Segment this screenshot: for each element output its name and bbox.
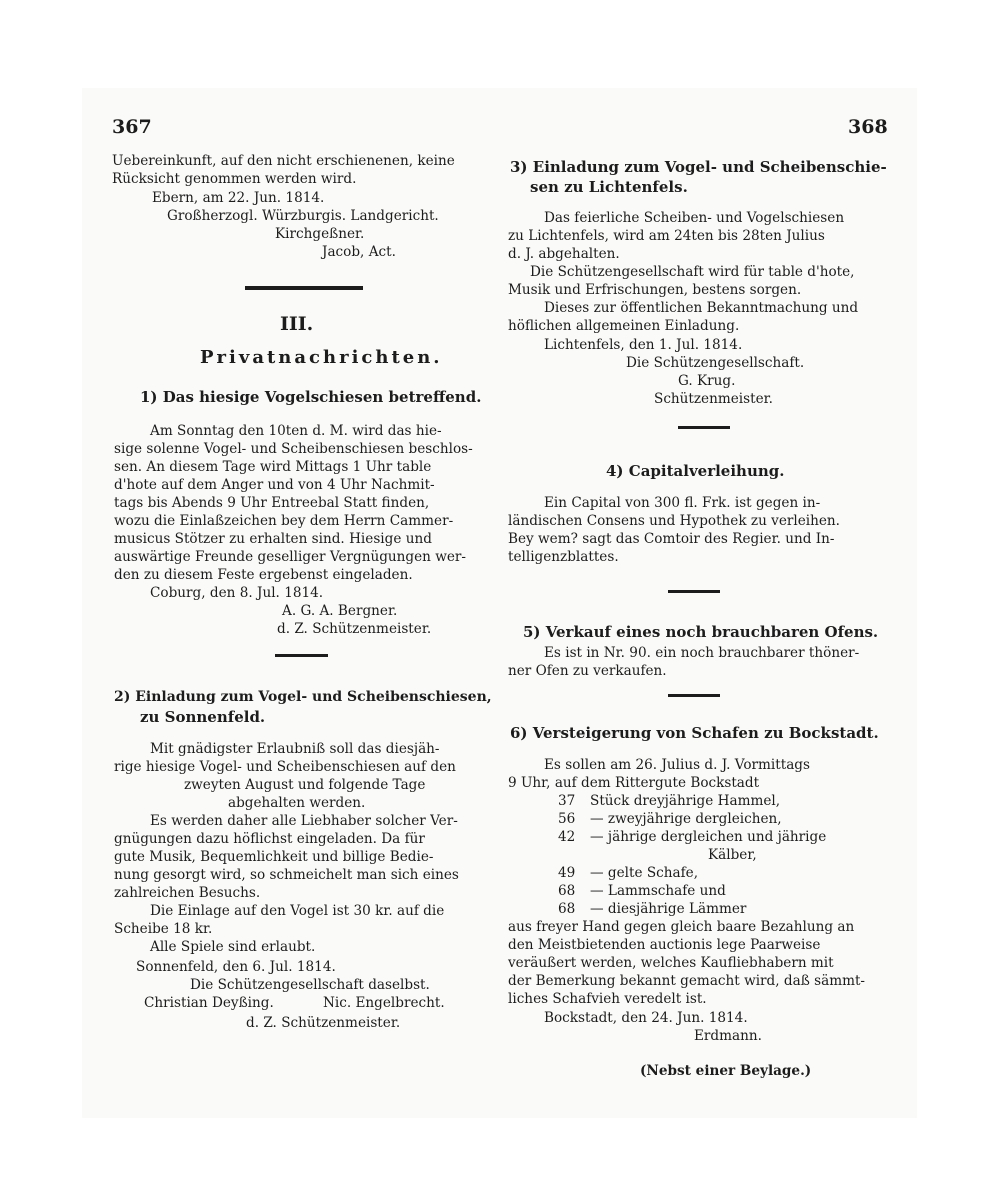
item-title: 5) Verkauf eines noch brauchbaren Ofens.: [523, 623, 879, 641]
list-item: — jährige dergleichen und jährige: [590, 829, 827, 845]
signature-line: Nic. Engelbrecht.: [323, 995, 445, 1011]
text-line: musicus Stötzer zu erhalten sind. Hiesige und: [114, 531, 432, 547]
text-line: Die Einlage auf den Vogel ist 30 kr. auf die: [150, 903, 445, 919]
place-date: Bockstadt, den 24. Jun. 1814.: [544, 1010, 748, 1026]
text-line: Dieses zur öffentlichen Bekanntmachung und: [544, 300, 859, 316]
list-item: — gelte Schafe,: [590, 865, 699, 881]
separator-dash: [668, 590, 720, 593]
text-line: zweyten August und folgende Tage: [184, 777, 426, 793]
signature-line: Erdmann.: [694, 1028, 762, 1044]
text-line: zu Lichtenfels, wird am 24ten bis 28ten Julius: [508, 228, 825, 244]
text-line: Das feierliche Scheiben- und Vogelschiesen: [544, 210, 845, 226]
list-item-number: 42: [558, 829, 576, 845]
text-line: Es sollen am 26. Julius d. J. Vormittags: [544, 757, 810, 773]
signature-line: Die Schützengesellschaft.: [626, 355, 805, 371]
list-item: Stück dreyjährige Hammel,: [590, 793, 781, 809]
text-line: gnügungen dazu höflichst eingeladen. Da für: [114, 831, 425, 847]
section-title: Privatnachrichten.: [200, 347, 443, 368]
list-item-number: 68: [558, 883, 576, 899]
text-line: Es ist in Nr. 90. ein noch brauchbarer thöner-: [544, 645, 860, 661]
signature-line: d. Z. Schützenmeister.: [246, 1015, 401, 1031]
text-line: Am Sonntag den 10ten d. M. wird das hie-: [150, 423, 442, 439]
page-number-left: 367: [112, 116, 152, 138]
list-item-number: 37: [558, 793, 576, 809]
signature-line: A. G. A. Bergner.: [282, 603, 398, 619]
place-date: Coburg, den 8. Jul. 1814.: [150, 585, 324, 601]
text-line: sige solenne Vogel- und Scheibenschiesen beschlos-: [114, 441, 473, 457]
item-title: 6) Versteigerung von Schafen zu Bockstadt.: [510, 724, 879, 742]
text-line: Alle Spiele sind erlaubt.: [150, 939, 316, 955]
page-number-right: 368: [848, 116, 888, 138]
place-date: Ebern, am 22. Jun. 1814.: [152, 190, 325, 206]
text-line: liches Schafvieh veredelt ist.: [508, 991, 707, 1007]
text-line: zahlreichen Besuchs.: [114, 885, 261, 901]
text-line: wozu die Einlaßzeichen bey dem Herrn Cammer-: [114, 513, 454, 529]
text-line: Ein Capital von 300 fl. Frk. ist gegen in-: [544, 495, 821, 511]
text-line: Scheibe 18 kr.: [114, 921, 213, 937]
separator-dash: [668, 694, 720, 697]
text-line: ländischen Consens und Hypothek zu verleihen.: [508, 513, 840, 529]
text-line: gute Musik, Bequemlichkeit und billige Bedie-: [114, 849, 434, 865]
list-item: — zweyjährige dergleichen,: [590, 811, 782, 827]
text-line: telligenzblattes.: [508, 549, 619, 565]
text-line: veräußert werden, welches Kaufliebhabern mit: [508, 955, 834, 971]
section-numeral: III.: [280, 313, 314, 335]
signature-line: Schützenmeister.: [654, 391, 773, 407]
item-title: 3) Einladung zum Vogel- und Scheibenschie-: [510, 158, 887, 176]
signature-line: d. Z. Schützenmeister.: [277, 621, 432, 637]
text-line: d. J. abgehalten.: [508, 246, 620, 262]
text-line: rige hiesige Vogel- und Scheibenschiesen auf den: [114, 759, 456, 775]
list-item-number: 56: [558, 811, 576, 827]
text-line: Uebereinkunft, auf den nicht erschienenen, keine: [112, 153, 455, 169]
item-title: zu Sonnenfeld.: [140, 708, 266, 726]
signature-line: Jacob, Act.: [322, 244, 396, 260]
list-item: Kälber,: [708, 847, 757, 863]
text-line: Die Schützengesellschaft wird für table d'hote,: [530, 264, 855, 280]
text-line: Bey wem? sagt das Comtoir des Regier. und In-: [508, 531, 835, 547]
text-line: den zu diesem Feste ergebenst eingeladen.: [114, 567, 413, 583]
footer-note: (Nebst einer Beylage.): [640, 1063, 812, 1079]
text-line: Es werden daher alle Liebhaber solcher Ver-: [150, 813, 458, 829]
separator-dash: [678, 426, 730, 429]
text-line: der Bemerkung bekannt gemacht wird, daß sämmt-: [508, 973, 866, 989]
text-line: ner Ofen zu verkaufen.: [508, 663, 667, 679]
text-line: Rücksicht genommen werden wird.: [112, 171, 357, 187]
text-line: Musik und Erfrischungen, bestens sorgen.: [508, 282, 802, 298]
item-title: 1) Das hiesige Vogelschiesen betreffend.: [140, 388, 482, 406]
separator-rule: [245, 286, 363, 290]
text-line: aus freyer Hand gegen gleich baare Bezahlung an: [508, 919, 855, 935]
text-line: den Meistbietenden auctionis lege Paarweise: [508, 937, 821, 953]
signature-line: Die Schützengesellschaft daselbst.: [190, 977, 430, 993]
list-item: — diesjährige Lämmer: [590, 901, 747, 917]
signature-line: Christian Deyßing.: [144, 995, 274, 1011]
text-line: abgehalten werden.: [228, 795, 366, 811]
text-line: sen. An diesem Tage wird Mittags 1 Uhr table: [114, 459, 432, 475]
signature-line: Kirchgeßner.: [275, 226, 365, 242]
signature-line: Großherzogl. Würzburgis. Landgericht.: [167, 208, 439, 224]
text-line: auswärtige Freunde geselliger Vergnügungen wer-: [114, 549, 467, 565]
text-line: d'hote auf dem Anger und von 4 Uhr Nachmit-: [114, 477, 435, 493]
list-item: — Lammschafe und: [590, 883, 726, 899]
item-title: 4) Capitalverleihung.: [606, 462, 785, 480]
place-date: Lichtenfels, den 1. Jul. 1814.: [544, 337, 743, 353]
item-title: sen zu Lichtenfels.: [530, 178, 688, 196]
signature-line: G. Krug.: [678, 373, 736, 389]
text-line: tags bis Abends 9 Uhr Entreebal Statt finden,: [114, 495, 430, 511]
separator-dash: [275, 654, 328, 657]
item-title: 2) Einladung zum Vogel- und Scheibenschiesen,: [114, 689, 492, 705]
text-line: nung gesorgt wird, so schmeichelt man sich eines: [114, 867, 459, 883]
list-item-number: 68: [558, 901, 576, 917]
place-date: Sonnenfeld, den 6. Jul. 1814.: [136, 959, 336, 975]
text-line: Mit gnädigster Erlaubniß soll das diesjäh-: [150, 741, 440, 757]
text-line: höflichen allgemeinen Einladung.: [508, 318, 740, 334]
list-item-number: 49: [558, 865, 576, 881]
text-line: 9 Uhr, auf dem Rittergute Bockstadt: [508, 775, 760, 791]
